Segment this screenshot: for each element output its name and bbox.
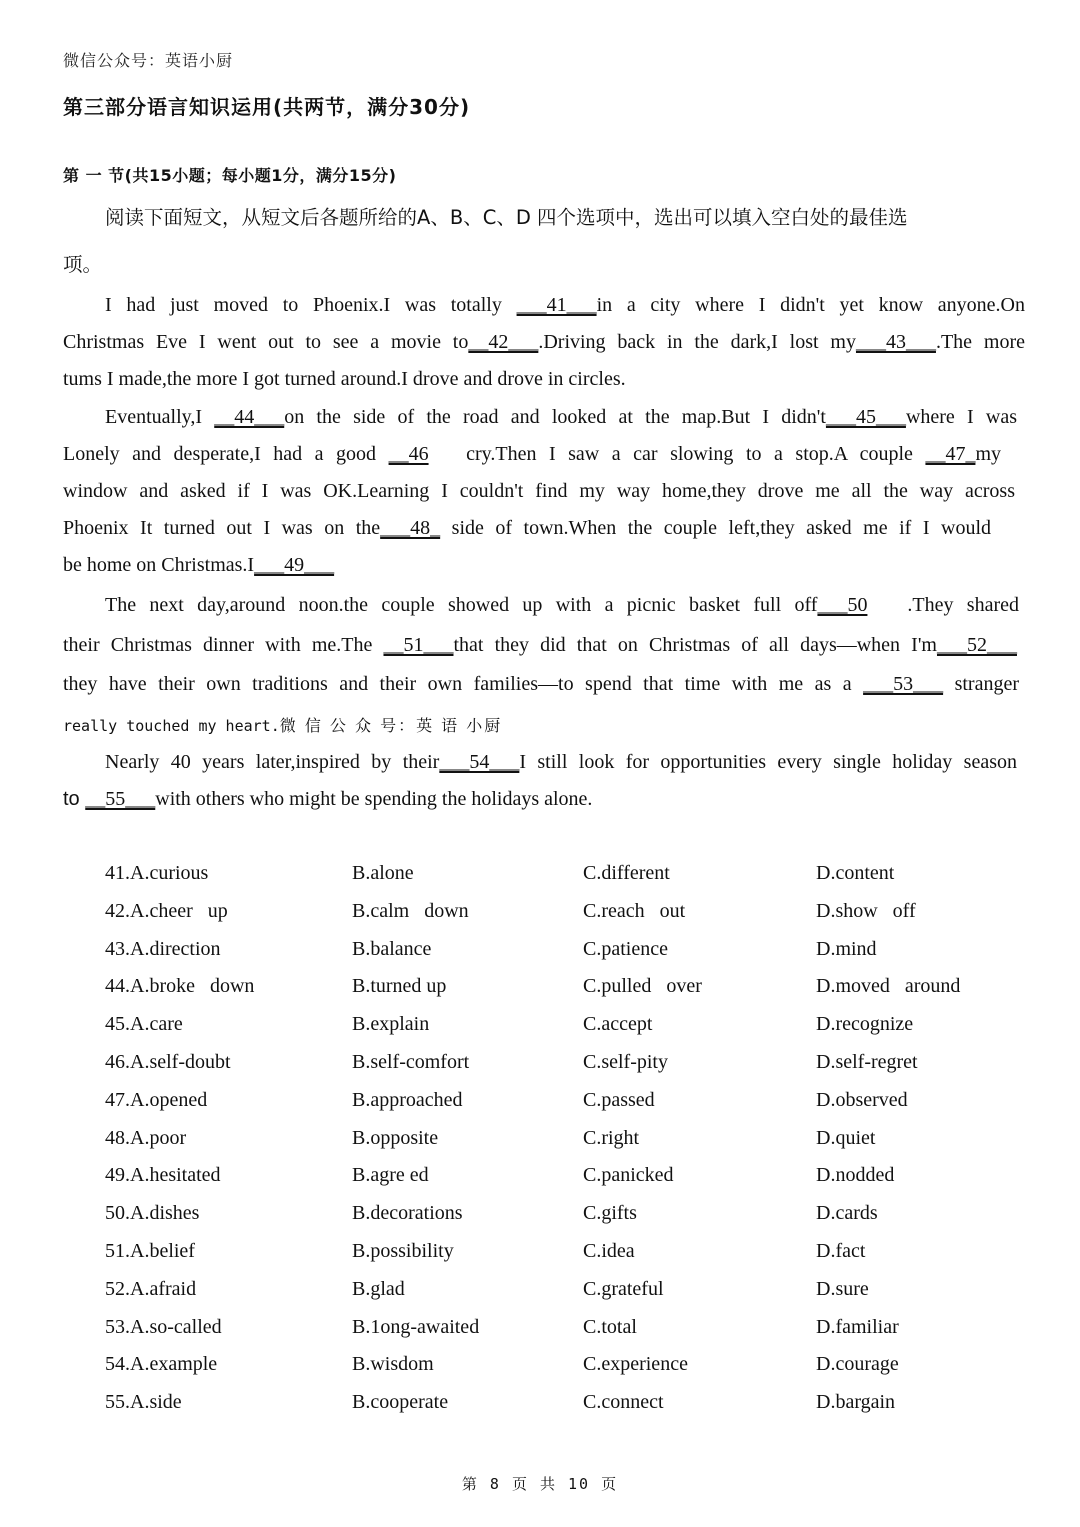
blank-50: ___50	[817, 594, 868, 616]
option-a: 44.A.broke down	[105, 975, 255, 998]
passage-p1-line-3: tums I made,the more I got turned around.I drove and drove in circles.	[63, 368, 626, 390]
option-a: 53.A.so-called	[105, 1315, 222, 1338]
passage-p3-line-4: really touched my heart.微 信 公 众 号：英 语 小厨	[63, 716, 503, 735]
option-a: 52.A.afraid	[105, 1277, 197, 1300]
option-d: D.sure	[816, 1277, 869, 1300]
part-title: 第三部分语言知识运用(共两节，满分30分)	[63, 95, 471, 119]
option-b: B.1ong-awaited	[352, 1315, 480, 1338]
option-row	[0, 858, 1080, 896]
blank-47: __47_	[925, 443, 976, 465]
option-row	[0, 1123, 1080, 1161]
option-a: 51.A.belief	[105, 1239, 195, 1262]
option-a: 48.A.poor	[105, 1126, 187, 1149]
passage-p1-line-1: I had just moved to Phoenix.I was totally ___41___in a city where I didn't yet know anyone.On	[105, 294, 1025, 316]
option-c: C.grateful	[583, 1277, 664, 1300]
passage-p2-line-2: Lonely and desperate,I had a good __46 cry.Then I saw a car slowing to a stop.A couple __47_my	[63, 443, 1001, 465]
option-d: D.mind	[816, 937, 877, 960]
blank-43: ___43___	[855, 331, 936, 353]
option-a: 41.A.curious	[105, 862, 209, 884]
option-d: D.show off	[816, 899, 916, 922]
passage-p2-line-3: window and asked if I was OK.Learning I couldn't find my way home,they drove me all the way across	[63, 480, 1015, 502]
blank-48: ___48_	[380, 517, 441, 539]
option-b: B.glad	[352, 1277, 405, 1300]
option-d: D.quiet	[816, 1126, 876, 1149]
option-d: D.moved around	[816, 975, 961, 998]
inline-wechat-label: 微 信 公 众 号：英 语 小厨	[279, 716, 503, 735]
blank-53: ___53___	[863, 673, 944, 695]
blank-46: __46	[388, 443, 429, 465]
option-b: B.explain	[352, 1013, 430, 1036]
option-c: C.self-pity	[583, 1050, 668, 1073]
option-row	[0, 1047, 1080, 1085]
answer-options	[0, 858, 1080, 1425]
blank-49: ___49___	[254, 554, 335, 576]
option-a: 49.A.hesitated	[105, 1164, 221, 1187]
option-a: 45.A.care	[105, 1013, 183, 1036]
option-c: C.accept	[583, 1013, 653, 1036]
option-b: B.balance	[352, 937, 432, 960]
option-row	[0, 1160, 1080, 1198]
option-a: 42.A.cheer up	[105, 899, 228, 922]
option-a: 54.A.example	[105, 1353, 218, 1376]
option-row	[0, 1009, 1080, 1047]
option-row	[0, 1085, 1080, 1123]
section-title: 第 一 节(共15小题；每小题1分，满分15分)	[63, 166, 397, 185]
option-d: D.observed	[816, 1088, 908, 1111]
passage-p2-line-4: Phoenix It turned out I was on the___48_ side of town.When the couple left,they asked me if I would	[63, 517, 992, 539]
option-c: C.connect	[583, 1391, 664, 1414]
option-b: B.agre ed	[352, 1164, 429, 1187]
option-a: 50.A.dishes	[105, 1202, 200, 1225]
option-a: 55.A.side	[105, 1391, 182, 1414]
option-d: D.courage	[816, 1353, 899, 1376]
option-c: C.panicked	[583, 1164, 674, 1187]
option-b: B.calm down	[352, 899, 469, 922]
option-d: D.nodded	[816, 1164, 895, 1187]
option-a: 43.A.direction	[105, 937, 221, 960]
option-a: 47.A.opened	[105, 1088, 208, 1111]
passage-p3-line-3: they have their own traditions and their own families—to spend that time with me as a ___53___ stranger	[63, 673, 1019, 695]
option-d: D.content	[816, 862, 895, 884]
blank-45: ___45___	[825, 406, 906, 428]
option-a: 46.A.self-doubt	[105, 1050, 231, 1073]
blank-42: __42___	[468, 331, 539, 353]
blank-44: __44___	[214, 406, 285, 428]
option-b: B.alone	[352, 862, 414, 884]
option-c: C.passed	[583, 1088, 655, 1111]
option-b: B.wisdom	[352, 1353, 434, 1376]
instructions-line-1: 阅读下面短文，从短文后各题所给的A、B、C、D 四个选项中，选出可以填入空白处的最佳选	[105, 206, 908, 229]
option-row	[0, 896, 1080, 934]
option-d: D.recognize	[816, 1013, 914, 1036]
option-c: C.pulled over	[583, 975, 702, 998]
passage-p3-line-1: The next day,around noon.the couple showed up with a picnic basket full off___50 .They shared	[105, 594, 1019, 616]
option-row	[0, 1312, 1080, 1350]
option-b: B.approached	[352, 1088, 463, 1111]
option-row	[0, 934, 1080, 972]
option-b: B.self-comfort	[352, 1050, 470, 1073]
blank-52: ___52___	[936, 634, 1017, 656]
option-d: D.familiar	[816, 1315, 899, 1338]
option-d: D.fact	[816, 1239, 866, 1262]
passage-p1-line-2: Christmas Eve I went out to see a movie to__42___.Driving back in the dark,I lost my___43___.The more	[63, 331, 1025, 353]
instructions-line-2: 项。	[63, 253, 103, 276]
blank-51: __51___	[383, 634, 454, 656]
option-b: B.possibility	[352, 1239, 454, 1262]
option-row	[0, 971, 1080, 1009]
option-c: C.right	[583, 1126, 640, 1149]
option-row	[0, 1349, 1080, 1387]
option-c: C.idea	[583, 1239, 635, 1262]
option-b: B.cooperate	[352, 1391, 449, 1414]
option-d: D.bargain	[816, 1391, 896, 1414]
passage-p4-line-1: Nearly 40 years later,inspired by their___54___I still look for opportunities every single holiday season	[105, 751, 1018, 773]
page-footer: 第 8 页 共 10 页	[461, 1475, 619, 1493]
blank-41: ___41___	[516, 294, 597, 316]
option-c: C.patience	[583, 937, 668, 960]
passage-p4-line-2: to __55___with others who might be spending the holidays alone.	[63, 788, 593, 810]
option-c: C.different	[583, 862, 670, 884]
option-d: D.cards	[816, 1202, 878, 1225]
option-b: B.opposite	[352, 1126, 439, 1149]
option-d: D.self-regret	[816, 1050, 918, 1073]
passage-p2-line-1: Eventually,I __44___on the side of the road and looked at the map.But I didn't___45___where I was	[105, 406, 1017, 428]
header-wechat-label: 微信公众号：英语小厨	[63, 51, 234, 70]
option-row	[0, 1236, 1080, 1274]
option-b: B.turned up	[352, 975, 447, 998]
option-b: B.decorations	[352, 1202, 463, 1225]
blank-54: ___54___	[439, 751, 520, 773]
option-c: C.gifts	[583, 1202, 637, 1225]
option-c: C.experience	[583, 1353, 688, 1376]
passage-p2-line-5: be home on Christmas.I___49___	[63, 554, 335, 576]
option-row	[0, 1387, 1080, 1425]
passage-p3-line-2: their Christmas dinner with me.The __51___that they did that on Christmas of all days—when I'm___52___	[63, 634, 1017, 656]
blank-55: __55___	[85, 788, 156, 810]
option-row	[0, 1274, 1080, 1312]
option-c: C.reach out	[583, 899, 686, 922]
option-row	[0, 1198, 1080, 1236]
option-c: C.total	[583, 1315, 637, 1338]
